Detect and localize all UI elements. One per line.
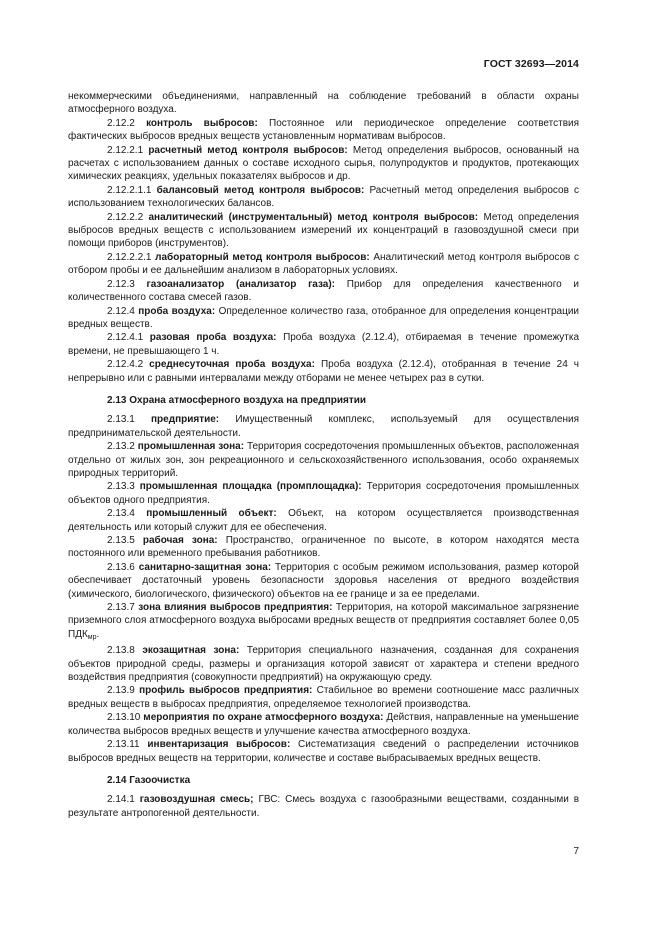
term-definition: Имущественный комплекс, используемый для осуществления предпринимательской деятельности. bbox=[68, 414, 580, 439]
term-definition: Территория с особым режимом использования, размер которой обеспечивает достаточный уровень безопасности здоровья населения от вредного воздействия (химического, биологического, физического) объектов на ее границе и за ее пределами. bbox=[68, 561, 580, 600]
term-name: газоанализатор (анализатор газа): bbox=[146, 278, 336, 290]
term-definition: Действия, направленные на уменьшение количества выбросов вредных веществ и улучшение качества атмосферного воздуха. bbox=[68, 712, 579, 737]
term-number: 2.13.3 bbox=[107, 481, 135, 493]
definition-paragraph bbox=[68, 184, 579, 211]
term-definition: Территория специального назначения, созданная для сохранения объектов природной среды, размеры и организация которой зависят от характера и степени вредного воздействия предприятия (совокупности предприятий) на окружающую среду. bbox=[68, 645, 579, 684]
term-number: 2.12.4.1 bbox=[107, 332, 144, 344]
term-number: 2.13.9 bbox=[107, 685, 135, 697]
term-definition: Систематизация сведений о распределении источников выбросов вредных веществ на территории, количестве и составе выбрасываемых вредных веществ. bbox=[68, 739, 579, 764]
term-definition: Аналитический метод контроля выбросов с отбором пробы и ее дальнейшим анализом в лабораторных условиях. bbox=[68, 251, 580, 277]
term-definition: Проба воздуха (2.12.4), отобранная в течение 24 ч непрерывно или с равными интервалами между отборами не менее четырех раз в сутки. bbox=[68, 359, 579, 384]
term-number: 2.12.2 bbox=[107, 117, 135, 129]
term-definition: Территория сосредоточения промышленных объектов, расположенная отдельно от жилых зон, зон рекреационного и сельскохозяйственного использования, особо охраняемых природных территорий. bbox=[68, 441, 580, 479]
definition-paragraph bbox=[68, 144, 579, 184]
definition-paragraph bbox=[68, 644, 579, 684]
definition-paragraph bbox=[68, 211, 579, 251]
definition-paragraph bbox=[68, 278, 579, 305]
section-heading-2-14: 2.14 Газоочистка bbox=[107, 774, 191, 786]
term-name: расчетный метод контроля выбросов: bbox=[148, 144, 348, 156]
definition-paragraph bbox=[68, 90, 579, 117]
section-2-14-body bbox=[68, 793, 579, 820]
term-name: среднесуточная проба воздуха: bbox=[149, 359, 315, 371]
definition-paragraph bbox=[68, 738, 579, 765]
definition-paragraph bbox=[68, 601, 579, 644]
term-number: 2.13.7 bbox=[107, 602, 135, 614]
document-body bbox=[68, 90, 579, 820]
definition-paragraph bbox=[68, 561, 579, 601]
term-name: газовоздушная смесь; bbox=[139, 794, 254, 806]
definition-paragraph bbox=[68, 251, 579, 278]
term-number: 2.13.5 bbox=[107, 535, 135, 546]
term-name: рабочая зона: bbox=[142, 535, 218, 546]
term-number: 2.12.3 bbox=[107, 278, 135, 290]
term-number: 2.13.11 bbox=[107, 739, 140, 751]
term-number: 2.13.10 bbox=[107, 712, 141, 724]
term-name: разовая проба воздуха: bbox=[149, 332, 277, 344]
term-name: лабораторный метод контроля выбросов: bbox=[155, 251, 370, 263]
term-definition: Постоянное или периодическое определение соответствия фактических выбросов вредных веществ установленным нормативам выбросов. bbox=[68, 117, 580, 143]
term-number: 2.12.2.2.1 bbox=[107, 251, 152, 263]
page-number: 7 bbox=[573, 846, 579, 857]
section-heading-2-13: 2.13 Охрана атмосферного воздуха на предприятии bbox=[107, 394, 367, 406]
term-name: проба воздуха: bbox=[138, 305, 216, 317]
definition-paragraph bbox=[68, 480, 579, 507]
term-name: санитарно-защитная зона: bbox=[138, 561, 272, 573]
term-definition: некоммерческими объединениями, направленный на соблюдение требований в области охраны атмосферного воздуха. bbox=[68, 91, 579, 116]
term-name: контроль выбросов: bbox=[146, 117, 258, 129]
term-name: мероприятия по охране атмосферного воздуха: bbox=[143, 712, 384, 724]
term-name: аналитический (инструментальный) метод контроля выбросов: bbox=[148, 211, 479, 223]
section-2-12-continuation bbox=[68, 90, 579, 385]
term-number: 2.12.2.2 bbox=[107, 211, 144, 223]
definition-paragraph bbox=[68, 305, 579, 332]
section-2-13-body bbox=[68, 413, 579, 765]
definition-paragraph bbox=[68, 413, 579, 440]
term-definition: Стабильное во времени соотношение масс различных вредных веществ в выбросах предприятия, определяемое технологией производства. bbox=[68, 685, 579, 710]
trailing-punctuation: . bbox=[96, 628, 100, 640]
definition-paragraph bbox=[68, 711, 579, 738]
term-definition: Метод определения выбросов вредных веществ с использованием измерений их концентраций в газовоздушной смеси при помощи приборов (инструментов). bbox=[68, 211, 580, 250]
term-number: 2.13.4 bbox=[107, 508, 135, 520]
term-number: 2.12.4 bbox=[107, 305, 135, 317]
term-name: зона влияния выбросов предприятия: bbox=[138, 602, 333, 614]
term-number: 2.12.2.1 bbox=[107, 144, 144, 156]
term-name: предприятие: bbox=[151, 414, 220, 426]
term-definition: Метод определения выбросов, основанный на расчетах с использованием данных о составе исходного сырья, полупродуктов и продуктов, протекающих химических реакциях, удельных показателях выбросов и др. bbox=[68, 144, 580, 183]
term-name: балансовый метод контроля выбросов: bbox=[156, 184, 365, 196]
term-name: промышленная площадка (промплощадка): bbox=[139, 481, 362, 493]
definition-paragraph bbox=[68, 507, 579, 534]
definition-paragraph bbox=[68, 358, 579, 385]
definition-paragraph bbox=[68, 440, 579, 480]
term-number: 2.12.4.2 bbox=[107, 359, 144, 371]
term-name: экозащитная зона: bbox=[142, 645, 240, 657]
term-definition: Расчетный метод определения выбросов с использованием технологических балансов. bbox=[68, 184, 580, 210]
definition-paragraph bbox=[68, 793, 579, 820]
term-definition: Территория сосредоточения промышленных объектов одного предприятия. bbox=[68, 481, 580, 506]
term-definition: Территория, на которой максимальное загрязнение приземного слоя атмосферного воздуха выбросами вредных веществ от предприятия составляет более 0,05 ПДК bbox=[68, 602, 580, 640]
definition-paragraph bbox=[68, 117, 579, 144]
term-name: промышленный объект: bbox=[146, 508, 277, 520]
term-number: 2.13.2 bbox=[107, 441, 135, 453]
term-number: 2.13.6 bbox=[107, 561, 135, 573]
term-definition: Определенное количество газа, отобранное для определения концентрации вредных веществ. bbox=[68, 305, 580, 330]
definition-paragraph bbox=[68, 684, 579, 711]
term-name: инвентаризация выбросов: bbox=[147, 739, 291, 751]
term-name: профиль выбросов предприятия: bbox=[139, 685, 313, 697]
subscript: мр bbox=[87, 633, 97, 641]
document-id-header: ГОСТ 32693—2014 bbox=[483, 58, 579, 70]
term-definition: ГВС: Смесь воздуха с газообразными веществами, созданными в результате антропогенной деятельности. bbox=[68, 794, 580, 819]
term-definition: Объект, на котором осуществляется производственная деятельность или который служит для ее обеспечения. bbox=[68, 508, 579, 533]
term-number: 2.13.1 bbox=[107, 414, 135, 426]
term-number: 2.13.8 bbox=[107, 645, 135, 657]
definition-paragraph bbox=[68, 331, 579, 358]
term-number: 2.14.1 bbox=[107, 794, 135, 806]
term-definition: Прибор для определения качественного и количественного состава смесей газов. bbox=[68, 278, 580, 304]
term-number: 2.12.2.1.1 bbox=[107, 184, 152, 196]
term-definition: Проба воздуха (2.12.4), отбираемая в течение промежутка времени, не превышающего 1 ч. bbox=[68, 332, 580, 357]
definition-paragraph bbox=[68, 534, 579, 561]
term-name: промышленная зона: bbox=[137, 441, 245, 453]
term-definition: Пространство, ограниченное по высоте, в котором находятся места постоянного или временного пребывания работников. bbox=[68, 535, 580, 560]
